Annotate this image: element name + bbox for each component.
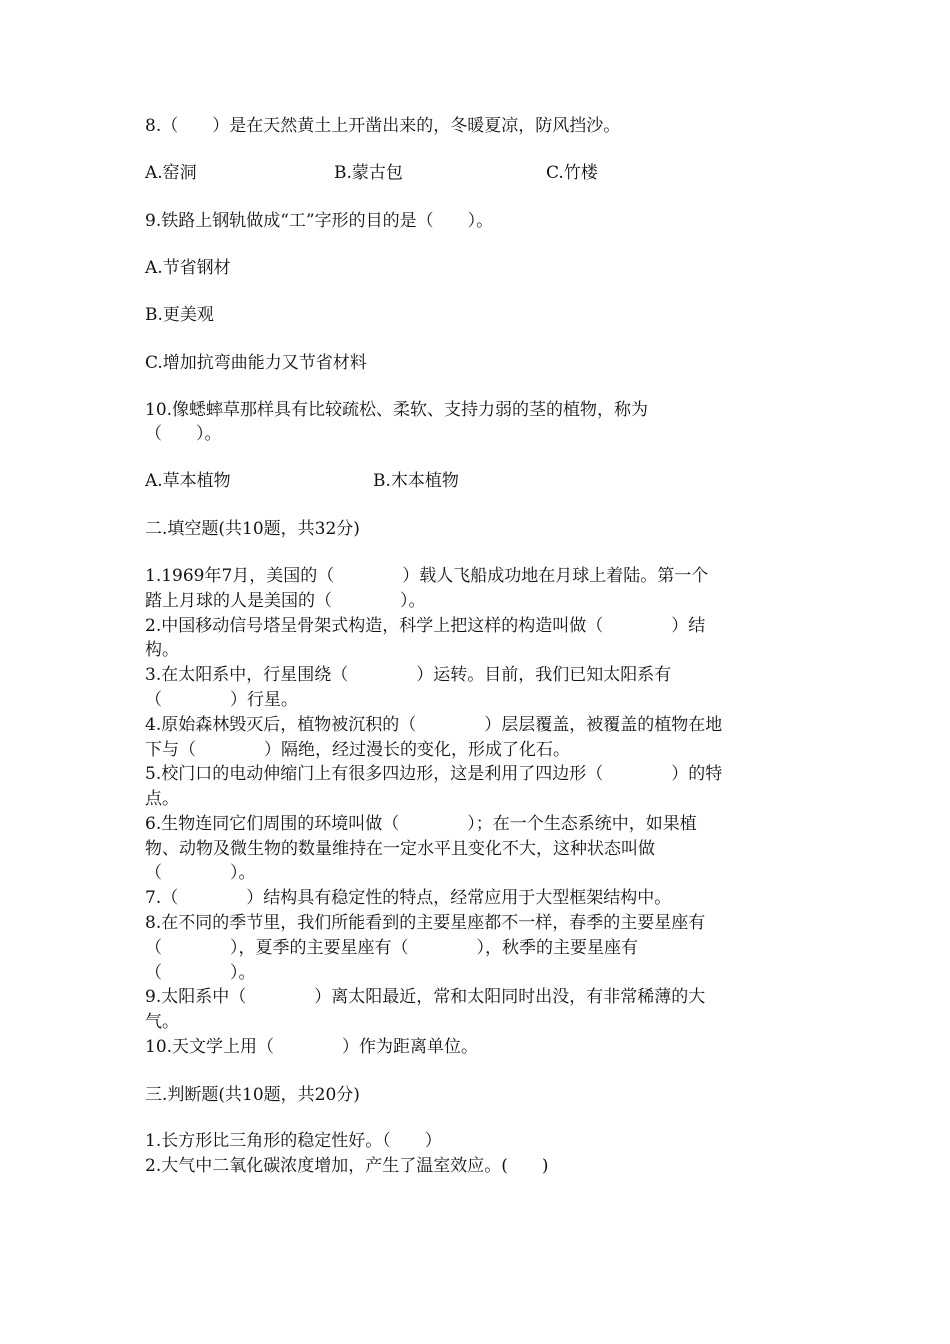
question-9-option-b: B.更美观 — [145, 305, 214, 325]
fill-line: 1.1969年7月，美国的（ ）载人飞船成功地在月球上着陆。第一个 — [145, 566, 709, 586]
question-10-text-line2: （ ）。 — [145, 424, 222, 444]
fill-line: （ ）行星。 — [145, 690, 298, 710]
question-8-option-a: A.窑洞 — [145, 163, 197, 183]
fill-line: 物、动物及微生物的数量维持在一定水平且变化不大，这种状态叫做 — [145, 839, 655, 859]
fill-line: 下与（ ）隔绝，经过漫长的变化，形成了化石。 — [145, 740, 570, 760]
question-8-option-c: C.竹楼 — [546, 163, 598, 183]
fill-line: 3.在太阳系中，行星围绕（ ）运转。目前，我们已知太阳系有 — [145, 665, 672, 685]
fill-line: 7.（ ）结构具有稳定性的特点，经常应用于大型框架结构中。 — [145, 888, 672, 908]
fill-line: （ ）。 — [145, 863, 256, 883]
fill-line: 踏上月球的人是美国的（ ）。 — [145, 591, 426, 611]
question-8-option-b: B.蒙古包 — [334, 163, 403, 183]
fill-line: （ ）。 — [145, 963, 256, 983]
fill-line: 10.天文学上用（ ）作为距离单位。 — [145, 1037, 479, 1057]
fill-line: 构。 — [145, 640, 179, 660]
fill-line: 2.中国移动信号塔呈骨架式构造，科学上把这样的构造叫做（ ）结 — [145, 616, 706, 636]
judge-line: 2.大气中二氧化碳浓度增加，产生了温室效应。( ) — [145, 1156, 549, 1176]
judge-line: 1.长方形比三角形的稳定性好。（ ） — [145, 1131, 442, 1151]
question-9-text: 9.铁路上钢轨做成“工”字形的目的是（ ）。 — [145, 211, 494, 231]
fill-line: 6.生物连同它们周围的环境叫做（ ）；在一个生态系统中，如果植 — [145, 814, 697, 834]
fill-line: 9.太阳系中（ ）离太阳最近，常和太阳同时出没，有非常稀薄的大 — [145, 987, 706, 1007]
fill-line: 4.原始森林毁灭后，植物被沉积的（ ）层层覆盖，被覆盖的植物在地 — [145, 715, 723, 735]
fill-line: 气。 — [145, 1012, 179, 1032]
question-9-option-a: A.节省钢材 — [145, 258, 231, 278]
question-10-text-line1: 10.像蟋蟀草那样具有比较疏松、柔软、支持力弱的茎的植物，称为 — [145, 400, 649, 420]
fill-line: （ ），夏季的主要星座有（ ），秋季的主要星座有 — [145, 938, 638, 958]
question-10-option-a: A.草本植物 — [145, 471, 231, 491]
fill-line: 5.校门口的电动伸缩门上有很多四边形，这是利用了四边形（ ）的特 — [145, 764, 723, 784]
fill-line: 8.在不同的季节里，我们所能看到的主要星座都不一样，春季的主要星座有 — [145, 913, 706, 933]
question-9-option-c: C.增加抗弯曲能力又节省材料 — [145, 353, 367, 373]
fill-section-heading: 二.填空题(共10题，共32分) — [145, 519, 360, 539]
judge-section-heading: 三.判断题(共10题，共20分) — [145, 1085, 360, 1105]
fill-line: 点。 — [145, 789, 179, 809]
question-8-text: 8.（ ）是在天然黄土上开凿出来的，冬暖夏凉，防风挡沙。 — [145, 116, 621, 136]
question-10-option-b: B.木本植物 — [373, 471, 459, 491]
